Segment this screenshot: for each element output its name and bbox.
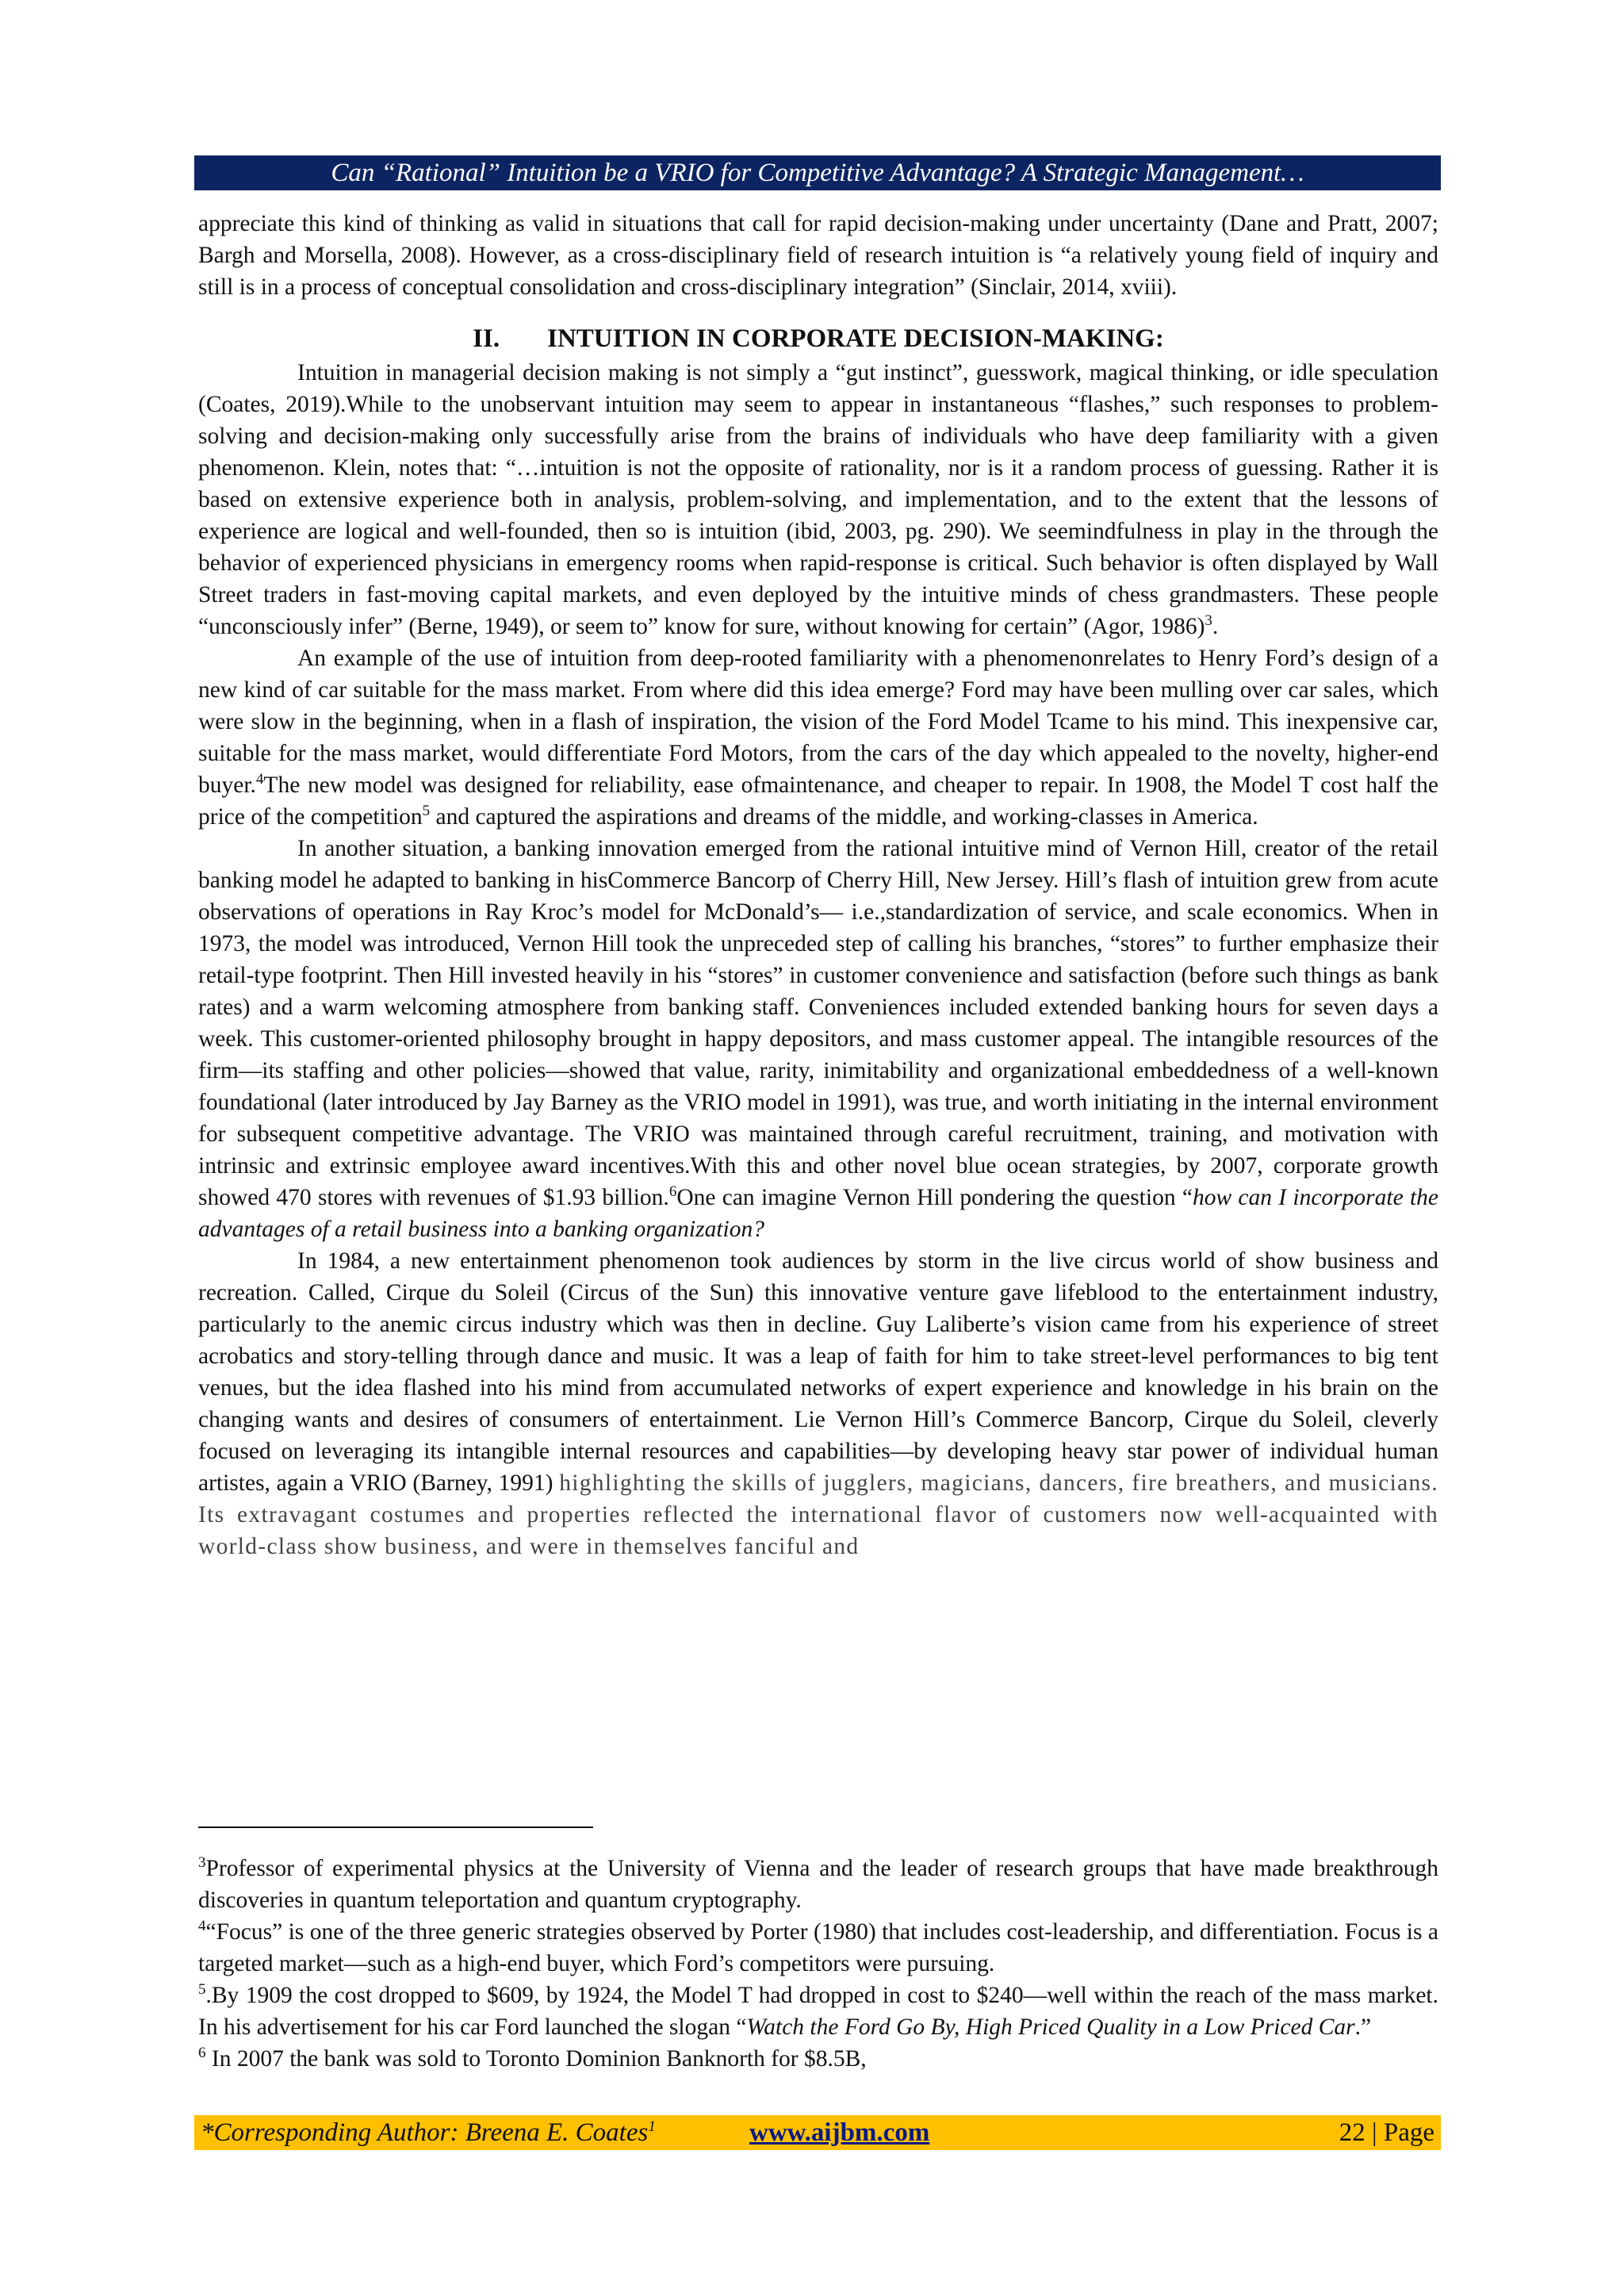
- spaced-text: highlighting the skills of jugglers, magicians, dancers, fire breathers, and musicians. Its extravagant costumes and properties reflected the international flavor of customers now well-acquainted with world-class show business, and were in themselves fanciful and: [198, 1470, 1438, 1559]
- footnote-4: $^4$“Focus” is one of the three generic strategies observed by Porter (1980) that includes cost-leadership, and differentiation. Focus is a targeted market—such as a high-end buyer, which Ford’s competitors were pursuing.: [198, 1918, 1438, 1976]
- footnote-5: $^5$.By 1909 the cost dropped to $609, by 1924, the Model T had dropped in cost to $240—well within the reach of the mass market. In his advertisement for his car Ford launched the slogan “Watch the Ford Go By, High Priced Quality in a Low Priced Car.”: [198, 1981, 1438, 2040]
- website-link[interactable]: www.aijbm.com: [749, 2118, 930, 2147]
- paragraph-cirque-du-soleil: In 1984, a new entertainment phenomenon took audiences by storm in the live circus world of show business and recreation. Called, Cirque du Soleil (Circus of the Sun) this innovative venture gave lifeblood to the entertainment industry, particularly to the anemic circus industry which was then in decline. Guy Laliberte’s vision came from his experience of street acrobatics and story-telling through dance and music. It was a leap of faith for him to take street-level performances to big tent venues, but the idea flashed into his mind from accumulated networks of expert experience and knowledge in his brain on the changing wants and desires of consumers of entertainment. Lie Vernon Hill’s Commerce Bancorp, Cirque du Soleil, cleverly focused on leveraging its intangible internal resources and capabilities—by developing heavy star power of individual human artistes, again a VRIO (Barney, 1991) highlighting the skills of jugglers, magicians, dancers, fire breathers, and musicians. Its extravagant costumes and properties reflected the international flavor of customers now well-acquainted with world-class show business, and were in themselves fanciful and: [198, 1248, 1438, 1559]
- footnote-separator: [198, 1826, 593, 1828]
- section-title: INTUITION IN CORPORATE DECISION-MAKING:: [547, 324, 1164, 353]
- paragraph-ford: An example of the use of intuition from deep-rooted familiarity with a phenomenonrelates to Henry Ford’s design of a new kind of car suitable for the mass market. From where did this idea emerge? Ford may have been mulling over car sales, which were slow in the beginning, when in a flash of inspiration, the vision of the Ford Model Tcame to his mind. This inexpensive car, suitable for the mass market, would differentiate Ford Motors, from the cars of the day which appealed to the novelty, higher-end buyer.$^4$The new model was designed for reliability, ease ofmaintenance, and cheaper to repair. In 1908, the Model T cost half the price of the competition$^5$ and captured the aspirations and dreams of the middle, and working-classes in America.: [198, 646, 1438, 830]
- paragraph-intuition: Intuition in managerial decision making is not simply a “gut instinct”, guesswork, magical thinking, or idle speculation (Coates, 2019).While to the unobservant intuition may seem to appear in instantaneous “flashes,” such responses to problem-solving and decision-making only successfully arise from the brains of individuals who have deep familiarity with a given phenomenon. Klein, notes that: “…intuition is not the opposite of rationality, nor is it a random process of guessing. Rather it is based on extensive experience both in analysis, problem-solving, and implementation, and to the extent that the lessons of experience are logical and well-founded, then so is intuition (ibid, 2003, pg. 290). We seemindfulness in play in the through the behavior of experienced physicians in emergency rooms when rapid-response is critical. Such behavior is often displayed by Wall Street traders in fast-moving capital markets, and even deployed by the intuitive minds of chess grandmasters. These people “unconsciously infer” (Berne, 1949), or seem to” know for sure, without knowing for certain” (Agor, 1986)$^3$.: [198, 360, 1438, 639]
- footnote-ref-4[interactable]: 4: [255, 771, 264, 788]
- section-heading: [198, 320, 1438, 357]
- paragraph-vernon-hill: In another situation, a banking innovation emerged from the rational intuitive mind of Vernon Hill, creator of the retail banking model he adapted to banking in hisCommerce Bancorp of Cherry Hill, New Jersey. Hill’s flash of intuition grew from acute observations of operations in Ray Kroc’s model for McDonald’s— i.e.,standardization of service, and scale economics. When in 1973, the model was introduced, Vernon Hill took the unpreceded step of calling his branches, “stores” to further emphasize their retail-type footprint. Then Hill invested heavily in his “stores” in customer convenience and satisfaction (before such things as bank rates) and a warm welcoming atmosphere from banking staff. Conveniences included extended banking hours for seven days a week. This customer-oriented philosophy brought in happy depositors, and mass customer appeal. The intangible resources of the firm—its staffing and other policies—showed that value, rarity, inimitability and organizational embeddedness of a well-known foundational (later introduced by Jay Barney as the VRIO model in 1991), was true, and worth initiating in the internal environment for subsequent competitive advantage. The VRIO was maintained through careful recruitment, training, and motivation with intrinsic and extrinsic employee award incentives.With this and other novel blue ocean strategies, by 2007, corporate growth showed 470 stores with revenues of $1.93 billion.$^6$One can imagine Vernon Hill pondering the question “how can I incorporate the advantages of a retail business into a banking organization?: [198, 836, 1438, 1242]
- footnote-ref-6[interactable]: 6: [668, 1183, 677, 1201]
- footnote-ref-5[interactable]: 5: [422, 803, 431, 820]
- corresponding-author: *Corresponding Author: Breena E. Coates$^1$: [201, 2118, 656, 2147]
- running-title: Can “Rational” Intuition be a VRIO for Competitive Advantage? A Strategic Management…: [331, 159, 1304, 187]
- page-number: 22 | Page: [1339, 2118, 1434, 2147]
- footnotes: [198, 1853, 1438, 2075]
- paragraph-text: Intuition in managerial decision making is not simply a “gut instinct”, guesswork, magical thinking, or idle speculation (Coates, 2019).While to the unobservant intuition may seem to appear in instantaneous “flashes,” such responses to problem-solving and decision-making only successfully arise from the brains of individuals who have deep familiarity with a given phenomenon. Klein, notes that: “…intuition is not the opposite of rationality, nor is it a random process of guessing. Rather it is based on extensive experience both in analysis, problem-solving, and implementation, and to the extent that the lessons of experience are logical and well-founded, then so is intuition (ibid, 2003, pg. 290). We seemindfulness in play in the through the behavior of experienced physicians in emergency rooms when rapid-response is critical. Such behavior is often displayed by Wall Street traders in fast-moving capital markets, and even deployed by the intuitive minds of chess grandmasters. These people “unconsciously infer” (Berne, 1949), or seem to” know for sure, without knowing for certain” (Agor, 1986): [198, 360, 1438, 639]
- section-number: II.: [473, 324, 500, 353]
- footnote-6: $^6$ In 2007 the bank was sold to Toronto Dominion Banknorth for $8.5B,: [198, 2045, 867, 2072]
- footnote-ref-3[interactable]: 3: [1205, 612, 1212, 630]
- running-header: [194, 155, 1441, 190]
- main-text: [198, 208, 1438, 1562]
- paragraph-continuation: appreciate this kind of thinking as valid in situations that call for rapid decision-making under uncertainty (Dane and Pratt, 2007; Bargh and Morsella, 2008). However, as a cross-disciplinary field of research intuition is “a relatively young field of inquiry and still is in a process of conceptual consolidation and cross-disciplinary integration” (Sinclair, 2014, xviii).: [198, 211, 1438, 300]
- page-footer: [194, 2115, 1441, 2150]
- italic-question: how can I incorporate the advantages of a retail business into a banking organization?: [198, 1185, 1438, 1242]
- footnote-3: $^3$Professor of experimental physics at the University of Vienna and the leader of research groups that have made breakthrough discoveries in quantum teleportation and quantum cryptography.: [198, 1854, 1438, 1913]
